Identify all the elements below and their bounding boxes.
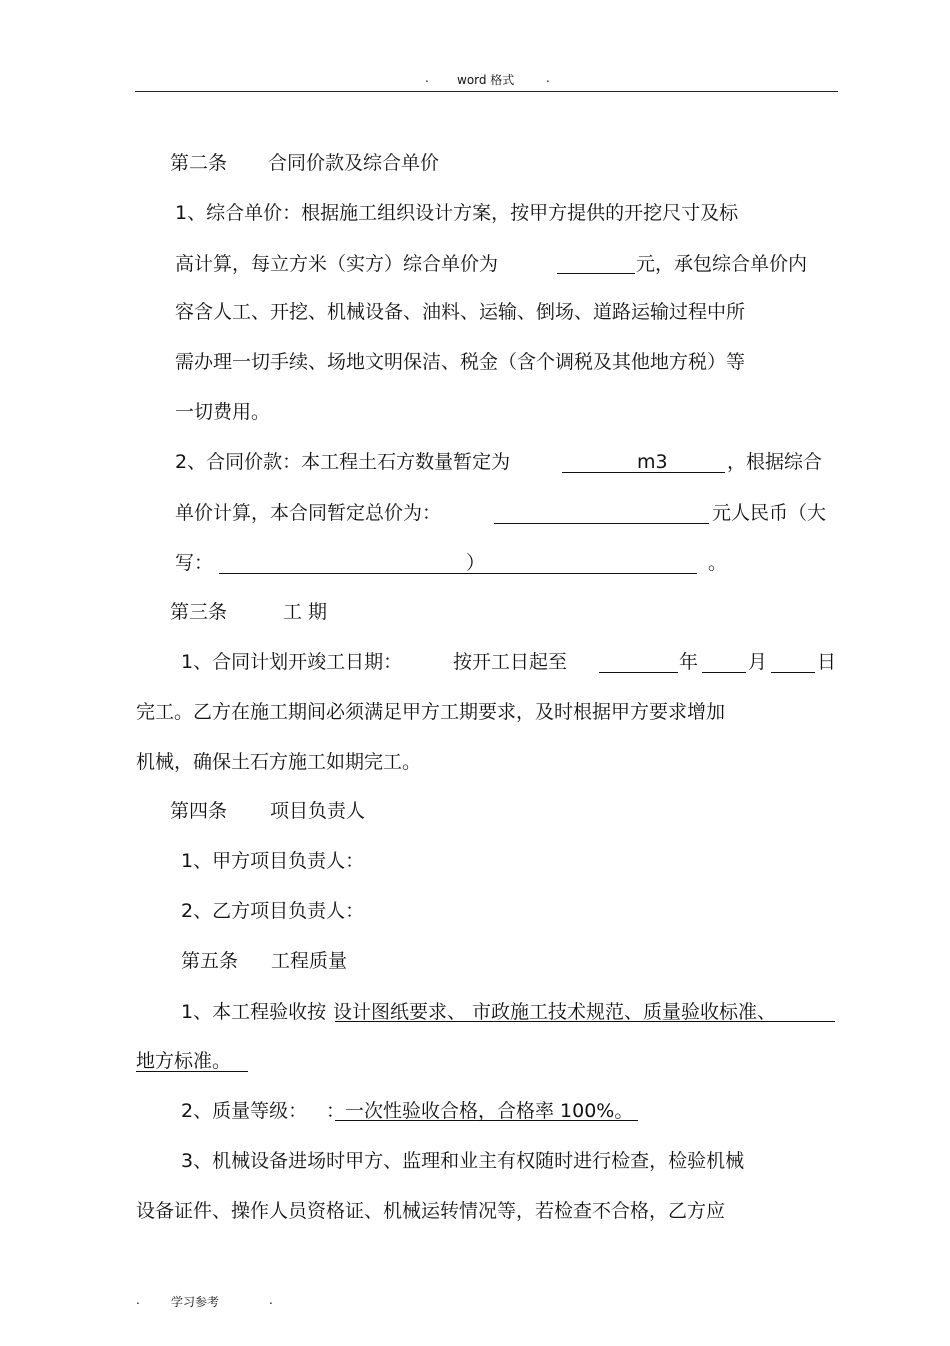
paragraph-text: 元人民币（大	[712, 502, 827, 524]
paragraph-text: 元，承包综合单价内	[636, 253, 808, 275]
paragraph-text: 2、质量等级：	[181, 1100, 308, 1122]
paragraph-text: 2、合同价款：本工程土石方数量暂定为	[175, 451, 511, 473]
paragraph-text: 1、综合单价：根据施工组织设计方案，按甲方提供的开挖尺寸及标	[175, 202, 739, 224]
underlined-text: ：一次性验收合格，合格率 100%。	[326, 1100, 634, 1122]
footer-dot-left: .	[136, 1293, 140, 1307]
paragraph-text: 1、合同计划开竣工日期：	[181, 651, 403, 673]
article-5-title: 工程质量	[271, 950, 348, 972]
blank-year	[599, 672, 678, 673]
article-3-number: 第三条	[170, 601, 228, 623]
header-dot-left: .	[425, 71, 429, 85]
blank-total-price	[494, 523, 709, 524]
footer-label: 学习参考	[171, 1295, 220, 1309]
header-rule	[135, 91, 838, 92]
article-3-title: 工 期	[283, 601, 328, 623]
paragraph-text: 需办理一切手续、场地文明保洁、税金（含个调税及其他地方税）等	[175, 351, 746, 373]
header-title: word 格式	[457, 73, 515, 87]
paragraph-text: 1、甲方项目负责人：	[181, 850, 365, 872]
underline	[335, 1021, 835, 1022]
paragraph-text: 完工。乙方在施工期间必须满足甲方工期要求，及时根据甲方要求增加	[136, 701, 726, 723]
underline	[136, 1071, 248, 1072]
article-2-title: 合同价款及综合单价	[268, 152, 440, 174]
paragraph-text: 设备证件、操作人员资格证、机械运转情况等，若检查不合格，乙方应	[136, 1200, 726, 1222]
paragraph-text: 年	[679, 651, 699, 673]
paragraph-text: 写：	[175, 552, 214, 574]
article-2-number: 第二条	[170, 152, 228, 174]
underlined-text: 设计图纸要求、 市政施工技术规范、质量验收标准、	[333, 1001, 777, 1023]
paragraph-text: 一切费用。	[175, 401, 271, 423]
blank-unit-price	[557, 273, 635, 274]
quantity-unit: m3	[637, 451, 668, 473]
article-4-title: 项目负责人	[270, 800, 366, 822]
article-4-number: 第四条	[170, 800, 228, 822]
paragraph-text: 容含人工、开挖、机械设备、油料、运输、倒场、道路运输过程中所	[175, 301, 746, 323]
blank-quantity	[562, 472, 725, 473]
blank-month	[702, 672, 746, 673]
footer-dot-right: .	[269, 1293, 273, 1307]
paragraph-text: 2、乙方项目负责人：	[181, 900, 365, 922]
paragraph-text: 单价计算，本合同暂定总价为：	[175, 502, 442, 524]
paragraph-text: 日	[817, 651, 837, 673]
paragraph-text: 机械，确保土石方施工如期完工。	[136, 751, 422, 773]
page-footer	[0, 1293, 950, 1309]
paragraph-text: 月	[748, 651, 768, 673]
page-header	[0, 71, 950, 87]
paragraph-text: 1、本工程验收按	[181, 1001, 327, 1023]
paragraph-text: 高计算，每立方米（实方）综合单价为	[175, 253, 499, 275]
paragraph-text: 按开工日起至	[453, 651, 568, 673]
underline	[335, 1120, 638, 1121]
article-5-number: 第五条	[181, 950, 239, 972]
paragraph-text: ）	[466, 552, 486, 574]
paragraph-text: 。	[708, 552, 728, 574]
underlined-text: 地方标准。	[136, 1050, 232, 1072]
header-dot-right: .	[546, 71, 550, 85]
paragraph-text: 3、机械设备进场时甲方、监理和业主有权随时进行检查，检验机械	[181, 1150, 745, 1172]
blank-day	[771, 672, 815, 673]
paragraph-text: ，根据综合	[727, 451, 823, 473]
blank-amount-in-words	[219, 573, 697, 574]
